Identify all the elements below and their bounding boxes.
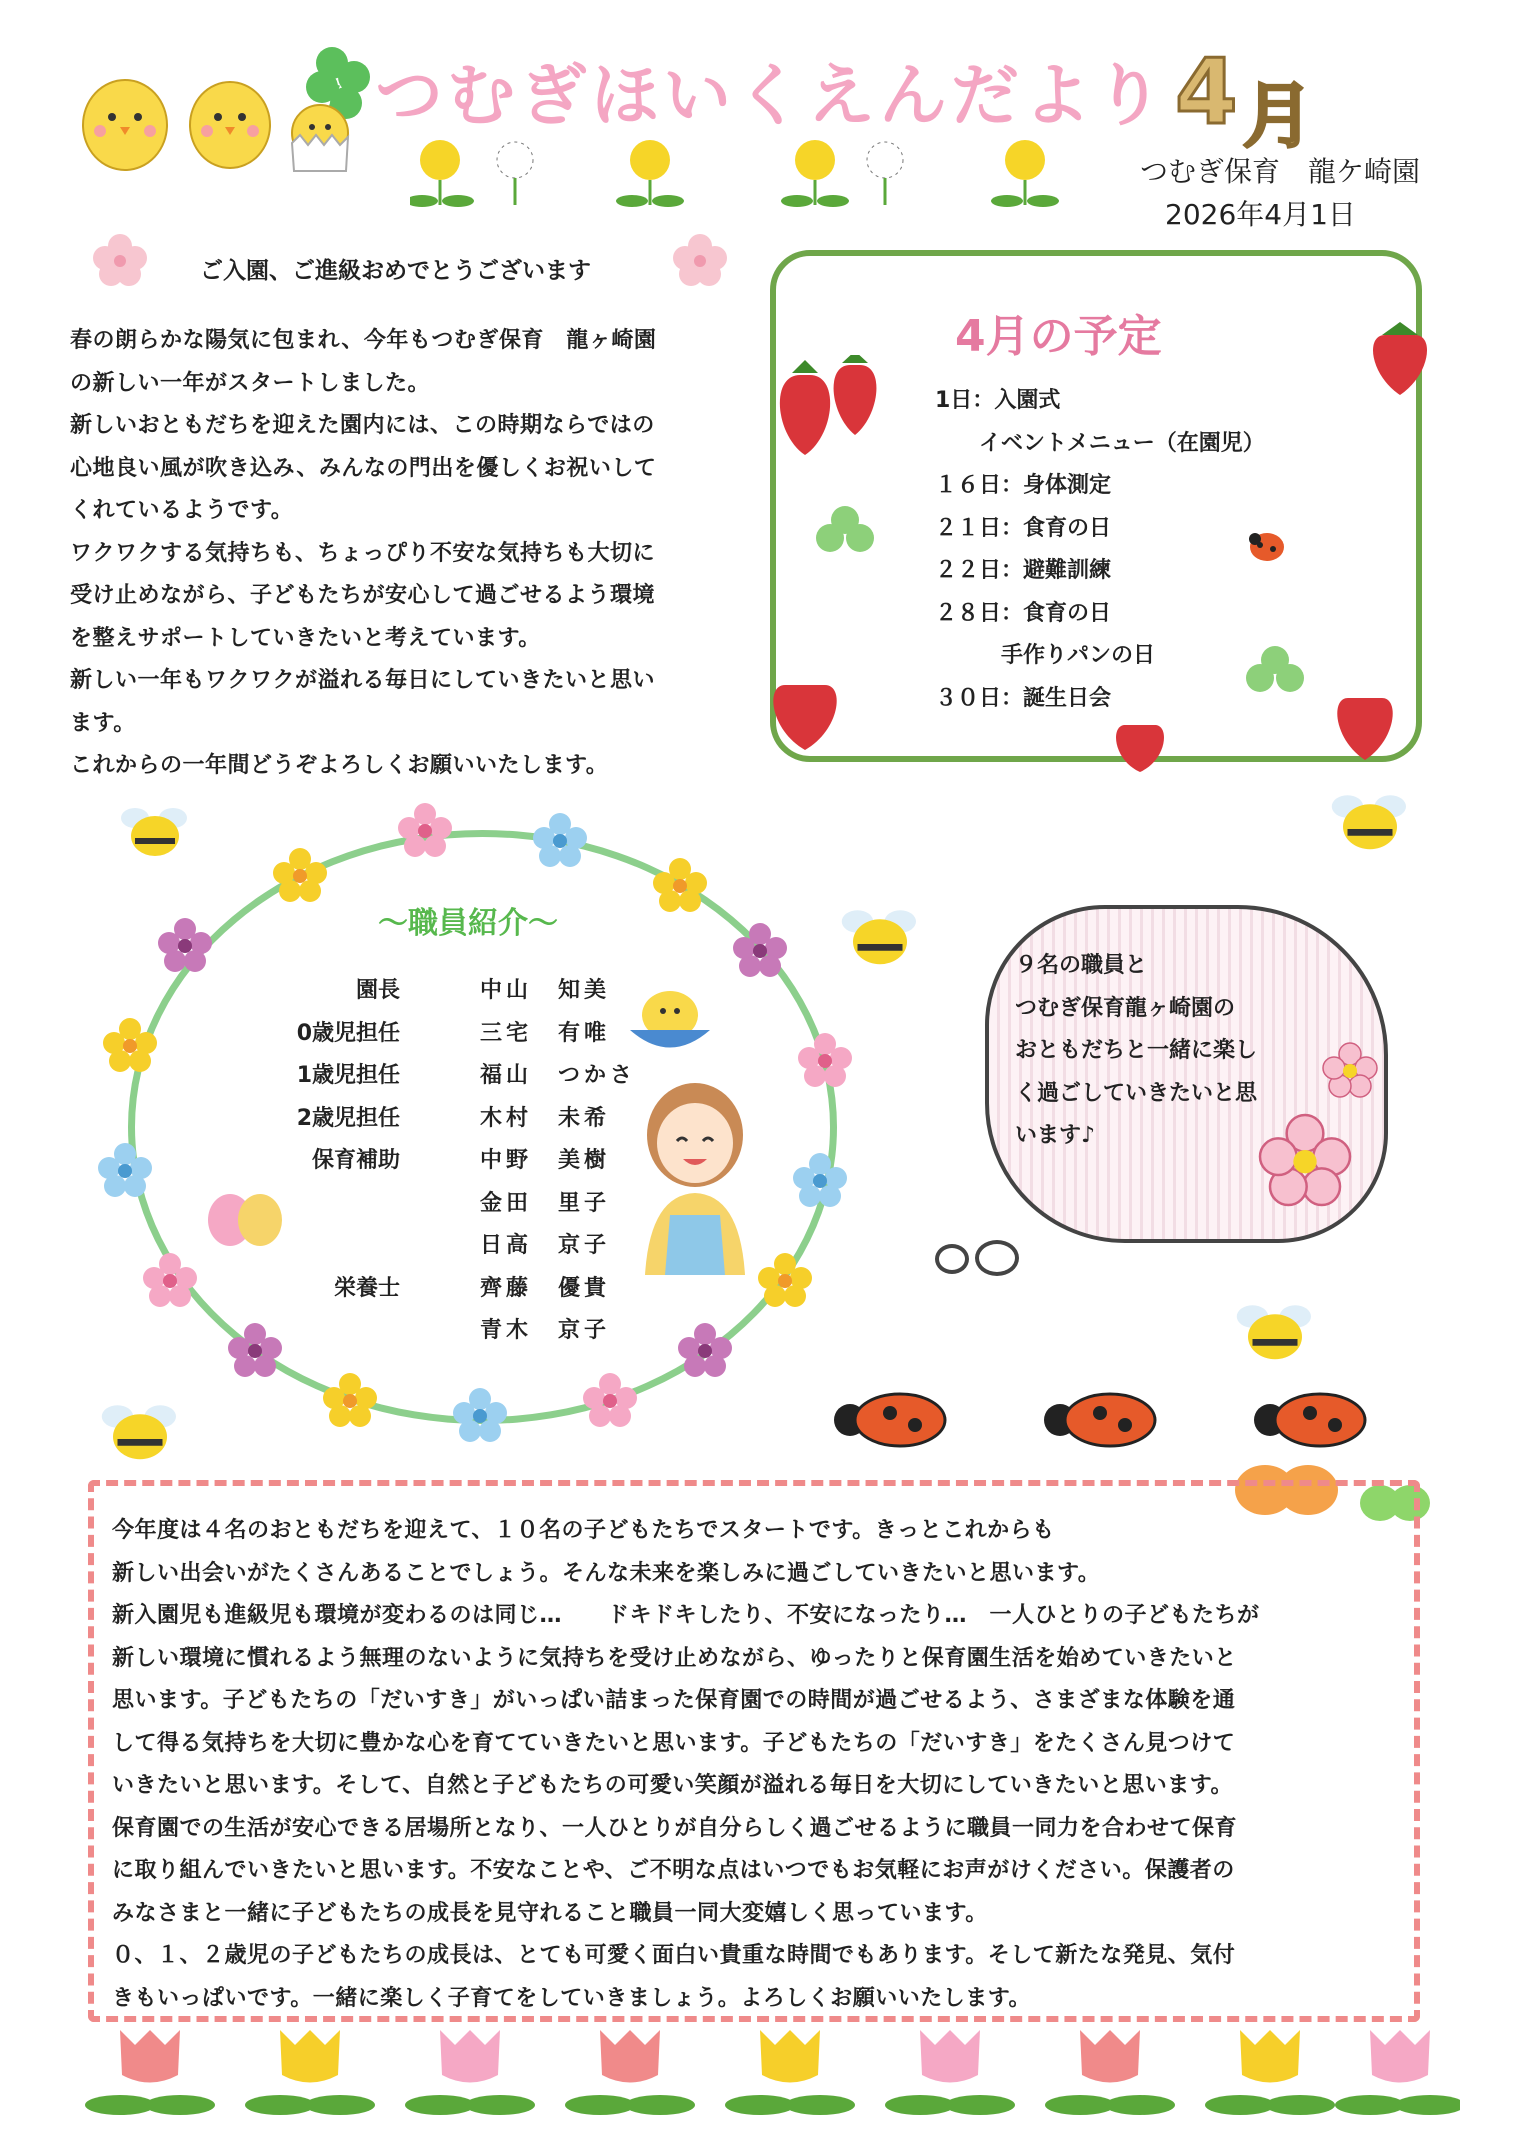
staff-role: 2歳児担任	[296, 1105, 400, 1131]
bee-icon	[835, 900, 925, 970]
tulip-row	[60, 2020, 1460, 2120]
staff-list	[255, 970, 655, 1353]
greeting-line: 新しい一年もワクワクが溢れる毎日にしていきたいと思い	[70, 668, 656, 693]
ladybug-icon	[1254, 1394, 1365, 1446]
message-line: 今年度は４名のおともだちを迎えて、１０名の子どもたちでスタートです。きっとこれからも	[112, 1518, 1055, 1543]
staff-name: 中野 美樹	[480, 1148, 611, 1173]
strawberry-icon	[770, 355, 890, 465]
flower-icon	[95, 1140, 155, 1200]
schedule-item	[935, 635, 1355, 678]
strawberry-icon	[1370, 320, 1430, 400]
staff-name: 中山 知美	[480, 978, 611, 1003]
schedule-item	[935, 423, 1355, 466]
cloud-tail	[935, 1244, 969, 1274]
tulip-icon	[85, 2030, 215, 2115]
dandelion-icon	[781, 140, 849, 207]
staff-row	[255, 1183, 655, 1226]
dandelion-icon	[991, 140, 1059, 207]
issue-date: 2026年4月1日	[1165, 198, 1356, 231]
dandelion-row	[410, 135, 1110, 215]
flower-icon	[790, 1150, 850, 1210]
tulip-icon	[405, 2030, 535, 2115]
schedule-event: 手作りパンの日	[935, 643, 1156, 668]
schedule-title: 4月の予定	[955, 311, 1162, 362]
flower-icon	[580, 1370, 640, 1430]
strawberry-icon	[1110, 720, 1170, 775]
staff-role: 0歳児担任	[296, 1020, 400, 1046]
tulip-icon	[725, 2030, 855, 2115]
cloud-line: つむぎ保育龍ヶ崎園の	[1015, 995, 1236, 1021]
dandelion-icon	[410, 140, 474, 207]
message-line: に取り組んでいきたいと思います。不安なことや、ご不明な点はいつでもお気軽にお声がけください。保護者の	[112, 1858, 1235, 1883]
schedule-day: ２８日：	[935, 600, 1024, 626]
schedule-event: 食育の日	[1023, 515, 1112, 541]
flower-icon	[100, 1015, 160, 1075]
schedule-item	[935, 465, 1355, 508]
greeting-body	[70, 320, 740, 788]
staff-role: 園長	[355, 978, 400, 1003]
message-line: 思います。子どもたちの「だいすき」がいっぱい詰まった保育園での時間が過ごせるよう、さまざまな体験を通	[112, 1688, 1236, 1713]
schedule-item	[935, 550, 1355, 593]
message-line: 新しい環境に慣れるよう無理のないように気持ちを受け止めながら、ゆったりと保育園生活を始めていきたいと	[112, 1645, 1237, 1671]
tulip-icon	[1205, 2030, 1335, 2115]
message-line: いきたいと思います。そして、自然と子どもたちの可愛い笑顔が溢れる毎日を大切にしていきたいと思います。	[112, 1773, 1234, 1798]
chick-icon	[190, 82, 270, 168]
dandelion-seed-icon	[867, 142, 903, 205]
flower-icon	[795, 1030, 855, 1090]
chick-in-egg-icon	[292, 105, 348, 171]
staff-row	[255, 1055, 655, 1098]
ladybug-row	[830, 1385, 1390, 1455]
cloud-tail	[975, 1240, 1019, 1276]
strawberry-icon	[765, 675, 845, 755]
flower-icon	[270, 845, 330, 905]
schedule-item	[935, 380, 1355, 423]
greeting-line: 新しいおともだちを迎えた園内には、この時期ならではの	[70, 413, 655, 438]
cloud-line: おともだちと一緒に楽し	[1015, 1038, 1258, 1063]
dandelion-seed-icon	[497, 142, 533, 205]
staff-row	[255, 1310, 655, 1353]
staff-name: 青木 京子	[480, 1318, 611, 1343]
message-line: して得る気持ちを大切に豊かな心を育てていきたいと思います。子どもたちの「だいすき」をたくさん見つけて	[112, 1730, 1236, 1756]
flower-icon	[730, 920, 790, 980]
schedule-day: 1日：	[935, 388, 995, 413]
clover-icon	[810, 500, 880, 570]
staff-role: 栄養士	[333, 1275, 400, 1301]
flower-icon	[155, 915, 215, 975]
newsletter-title: つむぎほいくえんだより	[375, 57, 1168, 136]
message-line: 保育園での生活が安心できる居場所となり、一人ひとりが自分らしく過ごせるように職員一同力を合わせて保育	[112, 1815, 1238, 1841]
cloud-line: く過ごしていきたいと思	[1015, 1080, 1258, 1106]
schedule-event: イベントメニュー（在園児）	[935, 430, 1265, 456]
staff-name: 木村 未希	[480, 1105, 611, 1131]
message-line: ０、１、２歳児の子どもたちの成長は、とても可愛く面白い貴重な時間でもあります。そして新たな発見、気付	[112, 1943, 1236, 1968]
staff-name: 金田 里子	[480, 1190, 611, 1216]
staff-name: 日高 京子	[480, 1233, 611, 1258]
staff-role: 保育補助	[311, 1148, 400, 1173]
tulip-icon	[885, 2030, 1015, 2115]
message-line: みなさまと一緒に子どもたちの成長を見守れること職員一同大変嬉しく思っています。	[112, 1900, 988, 1926]
staff-row	[255, 1140, 655, 1183]
staff-row	[255, 1225, 655, 1268]
month-kanji: 月	[1243, 75, 1313, 157]
greeting-line: これからの一年間どうぞよろしくお願いいたします。	[70, 753, 609, 778]
ladybug-icon	[834, 1394, 945, 1446]
greeting-title: ご入園、ご進級おめでとうございます	[200, 258, 591, 284]
bee-icon	[1230, 1295, 1320, 1365]
tulip-icon	[565, 2030, 695, 2115]
staff-role: 1歳児担任	[296, 1063, 400, 1088]
bee-icon	[115, 800, 195, 860]
cherry-blossom-icon	[85, 228, 155, 288]
greeting-line: の新しい一年がスタートしました。	[70, 370, 431, 396]
flower-icon	[320, 1370, 380, 1430]
flower-icon	[1255, 1110, 1355, 1210]
schedule-event: 避難訓練	[1023, 558, 1112, 583]
message-line: 新しい出会いがたくさんあることでしょう。そんな未来を楽しみに過ごしていきたいと思います。	[112, 1560, 1101, 1586]
schedule-event: 身体測定	[1023, 473, 1112, 498]
flower-icon	[140, 1250, 200, 1310]
flower-icon	[650, 855, 710, 915]
message-body	[112, 1510, 1397, 2020]
schedule-day: ２１日：	[935, 515, 1024, 541]
bee-icon	[1325, 785, 1415, 855]
schedule-item	[935, 593, 1355, 636]
greeting-line: 受け止めながら、子どもたちが安心して過ごせるよう環境	[70, 583, 656, 608]
staff-row	[255, 1268, 655, 1311]
cherry-blossom-icon	[665, 228, 735, 288]
staff-row	[255, 970, 655, 1013]
month-badge	[1165, 40, 1345, 157]
cloud-line: ９名の職員と	[1015, 953, 1148, 978]
flower-icon	[395, 800, 455, 860]
message-line: 新入園児も進級児も環境が変わるのは同じ… ドキドキしたり、不安になったり… 一人ひとりの子どもたちが	[112, 1603, 1260, 1628]
greeting-line: ます。	[70, 710, 136, 736]
staff-name: 齊藤 優貴	[480, 1275, 611, 1301]
schedule-day: １６日：	[935, 473, 1024, 498]
flower-icon	[675, 1320, 735, 1380]
easter-eggs-icon	[200, 1180, 290, 1250]
chick-icon	[625, 985, 715, 1055]
schedule-day: ３０日：	[935, 685, 1024, 711]
staff-title: ～職員紹介～	[378, 906, 558, 941]
tulip-icon	[1335, 2030, 1460, 2115]
month-number: 4	[1175, 40, 1238, 145]
flower-icon	[450, 1385, 510, 1445]
girl-illustration	[625, 1075, 765, 1275]
schedule-list	[935, 380, 1355, 720]
greeting-line: 春の朗らかな陽気に包まれ、今年もつむぎ保育 龍ヶ崎園	[70, 328, 657, 353]
chicks-illustration	[70, 25, 370, 175]
flower-icon	[1320, 1040, 1380, 1100]
chick-icon	[83, 80, 167, 170]
staff-name: 福山 つかさ	[480, 1063, 637, 1088]
bee-icon	[95, 1395, 185, 1465]
flower-icon	[530, 810, 590, 870]
tulip-icon	[1045, 2030, 1175, 2115]
schedule-day: ２２日：	[935, 558, 1024, 583]
tulip-icon	[245, 2030, 375, 2115]
staff-name: 三宅 有唯	[480, 1020, 611, 1046]
greeting-line: を整えサポートしていきたいと考えています。	[70, 625, 541, 651]
greeting-line: くれているようです。	[70, 498, 294, 523]
cloud-line: います♪	[1015, 1123, 1096, 1148]
staff-row	[255, 1013, 655, 1056]
schedule-event: 入園式	[994, 388, 1061, 413]
org-name: つむぎ保育 龍ケ崎園	[1140, 155, 1421, 188]
schedule-event: 食育の日	[1023, 600, 1112, 626]
dandelion-icon	[616, 140, 684, 207]
greeting-line: 心地良い風が吹き込み、みんなの門出を優しくお祝いして	[70, 455, 657, 481]
greeting-line: ワクワクする気持ちも、ちょっぴり不安な気持ちも大切に	[70, 540, 656, 566]
message-line: きもいっぱいです。一緒に楽しく子育てをしていきましょう。よろしくお願いいたします。	[112, 1985, 1031, 2011]
schedule-item	[935, 678, 1355, 721]
schedule-event: 誕生日会	[1023, 685, 1112, 711]
staff-row	[255, 1098, 655, 1141]
schedule-item	[935, 508, 1355, 551]
ladybug-icon	[1044, 1394, 1155, 1446]
